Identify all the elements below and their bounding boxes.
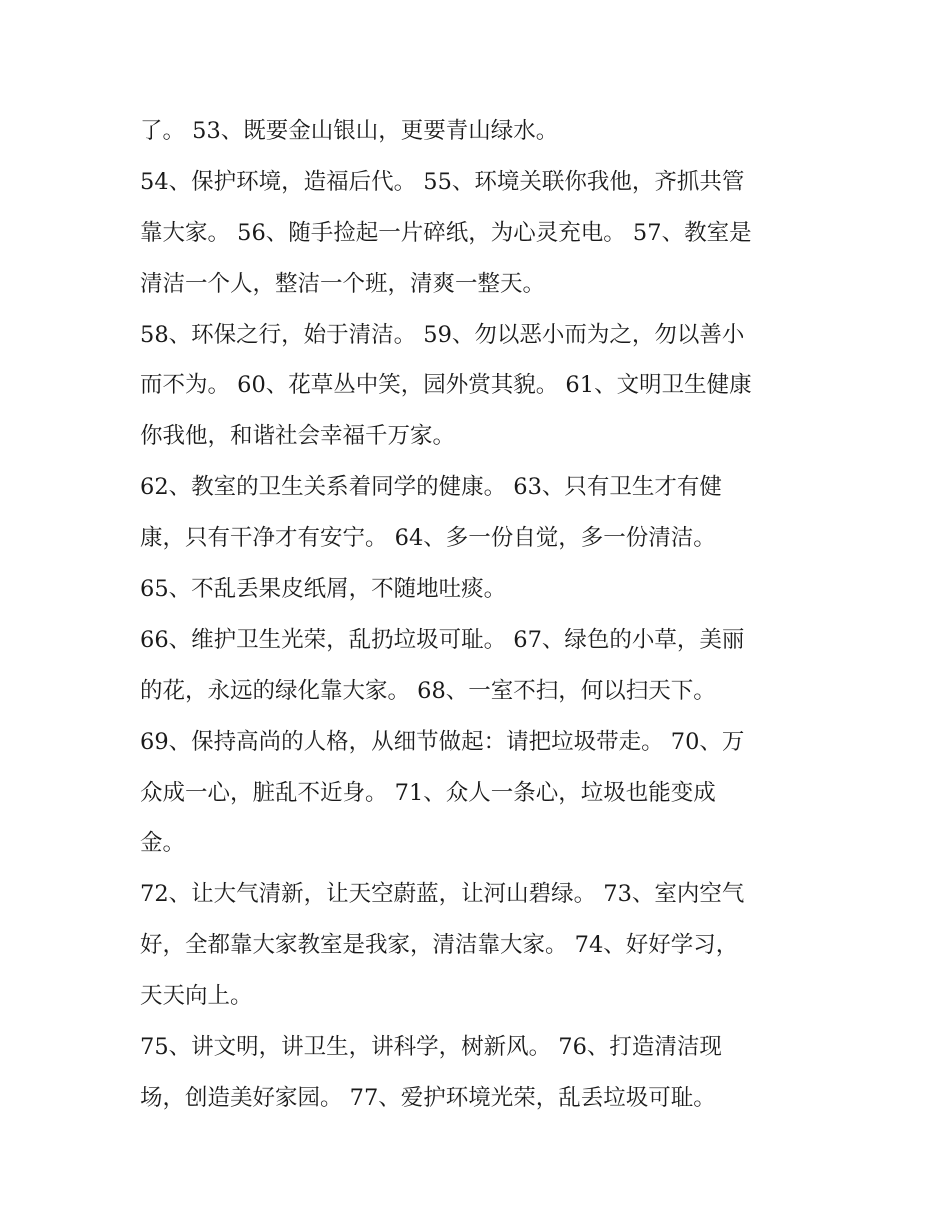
text-line: 康，只有干净才有安宁。 64、多一份自觉，多一份清洁。 bbox=[140, 525, 716, 552]
text-line: 58、环保之行，始于清洁。 59、勿以恶小而为之，勿以善小 bbox=[140, 321, 745, 348]
text-line: 65、不乱丢果皮纸屑，不随地吐痰。 bbox=[140, 576, 507, 603]
text-line: 场，创造美好家园。 77、爱护环境光荣，乱丢垃圾可耻。 bbox=[140, 1084, 716, 1111]
text-line: 金。 bbox=[140, 830, 186, 857]
text-line: 了。 53、既要金山银山，更要青山绿水。 bbox=[140, 118, 559, 144]
text-line: 54、保护环境，造福后代。 55、环境关联你我他，齐抓共管 bbox=[140, 168, 745, 195]
text-line: 清洁一个人，整洁一个班，清爽一整天。 bbox=[140, 270, 546, 297]
text-line: 62、教室的卫生关系着同学的健康。 63、只有卫生才有健 bbox=[140, 474, 722, 501]
text-line: 你我他，和谐社会幸福千万家。 bbox=[140, 423, 456, 450]
text-line: 72、让大气清新，让天空蔚蓝，让河山碧绿。 73、室内空气 bbox=[140, 881, 745, 908]
text-line: 66、维护卫生光荣，乱扔垃圾可耻。 67、绿色的小草，美丽 bbox=[140, 626, 745, 653]
text-line: 而不为。 60、花草丛中笑，园外赏其貌。 61、文明卫生健康 bbox=[140, 372, 752, 399]
body-text bbox=[140, 106, 820, 1124]
text-line: 天天向上。 bbox=[140, 983, 253, 1010]
text-line: 的花，永远的绿化靠大家。 68、一室不扫，何以扫天下。 bbox=[140, 677, 716, 704]
text-line: 众成一心，脏乱不近身。 71、众人一条心，垃圾也能变成 bbox=[140, 779, 716, 806]
text-line: 69、保持高尚的人格，从细节做起：请把垃圾带走。 70、万 bbox=[140, 728, 745, 755]
text-line: 75、讲文明，讲卫生，讲科学，树新风。 76、打造清洁现 bbox=[140, 1034, 722, 1061]
text-line: 好，全都靠大家教室是我家，清洁靠大家。 74、好好学习， bbox=[140, 932, 739, 959]
text-line: 靠大家。 56、随手捡起一片碎纸，为心灵充电。 57、教室是 bbox=[140, 219, 752, 246]
